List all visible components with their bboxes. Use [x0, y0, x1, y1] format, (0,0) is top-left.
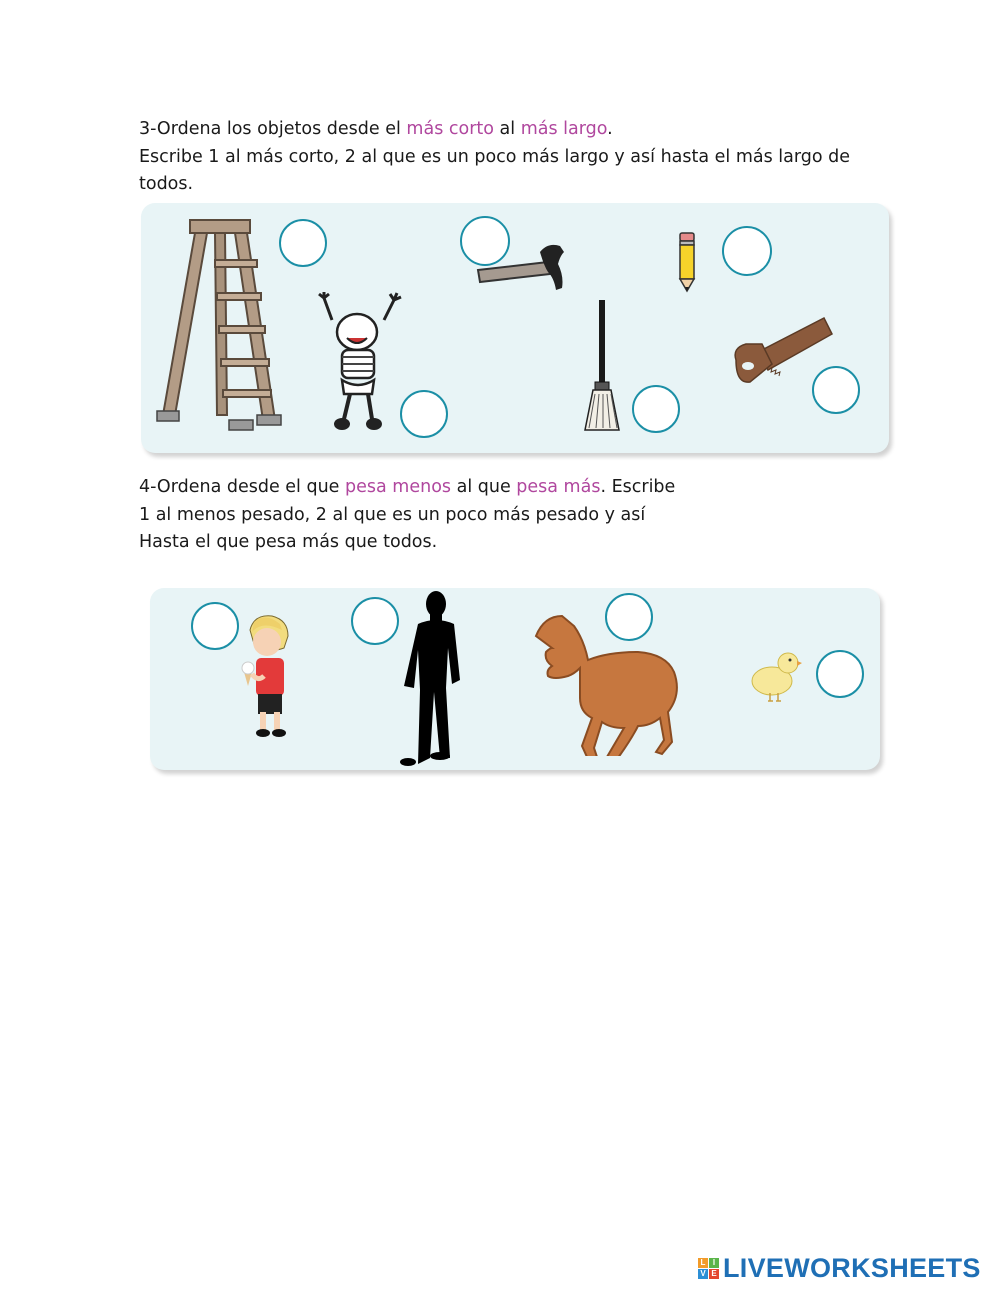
broom-icon — [583, 298, 623, 434]
q4-instructions — [139, 474, 675, 557]
horse-icon — [532, 610, 688, 756]
answer-bubble-pencil[interactable] — [722, 226, 772, 276]
chick-icon — [750, 647, 802, 705]
logo-text: LIVEWORKSHEETS — [723, 1253, 981, 1283]
answer-bubble-ladder[interactable] — [279, 219, 327, 267]
pencil-icon — [677, 231, 697, 293]
q3-highlight-short: más corto — [406, 119, 494, 139]
q4-line3: Hasta el que pesa más que todos. — [139, 532, 438, 552]
answer-bubble-chick[interactable] — [816, 650, 864, 698]
boy-jumping-icon — [312, 290, 412, 435]
hammer-icon — [476, 240, 572, 292]
answer-bubble-child[interactable] — [191, 602, 239, 650]
live-blocks-icon: L I V E — [698, 1258, 719, 1279]
q4-highlight-heavy: pesa más — [516, 477, 601, 497]
liveworksheets-logo — [698, 1253, 981, 1284]
answer-bubble-saw[interactable] — [812, 366, 860, 414]
answer-bubble-man[interactable] — [351, 597, 399, 645]
q4-line2: 1 al menos pesado, 2 al que es un poco más pesado y así — [139, 504, 646, 525]
q3-line3: todos. — [139, 174, 194, 194]
q3-line2: Escribe 1 al más corto, 2 al que es un poco más largo y así hasta el más largo de — [139, 146, 851, 167]
man-silhouette-icon — [398, 590, 462, 766]
ladder-icon — [155, 215, 290, 435]
q4-line1: 4-Ordena desde el que pesa menos al que pesa más. Escribe — [139, 477, 676, 497]
q3-instructions — [139, 116, 850, 199]
answer-bubble-boy[interactable] — [400, 390, 448, 438]
child-icecream-icon — [240, 612, 298, 740]
answer-bubble-broom[interactable] — [632, 385, 680, 433]
q4-highlight-light: pesa menos — [345, 477, 452, 497]
q3-highlight-long: más largo — [520, 119, 608, 139]
q3-line1: 3-Ordena los objetos desde el más corto al más largo. — [139, 119, 613, 139]
